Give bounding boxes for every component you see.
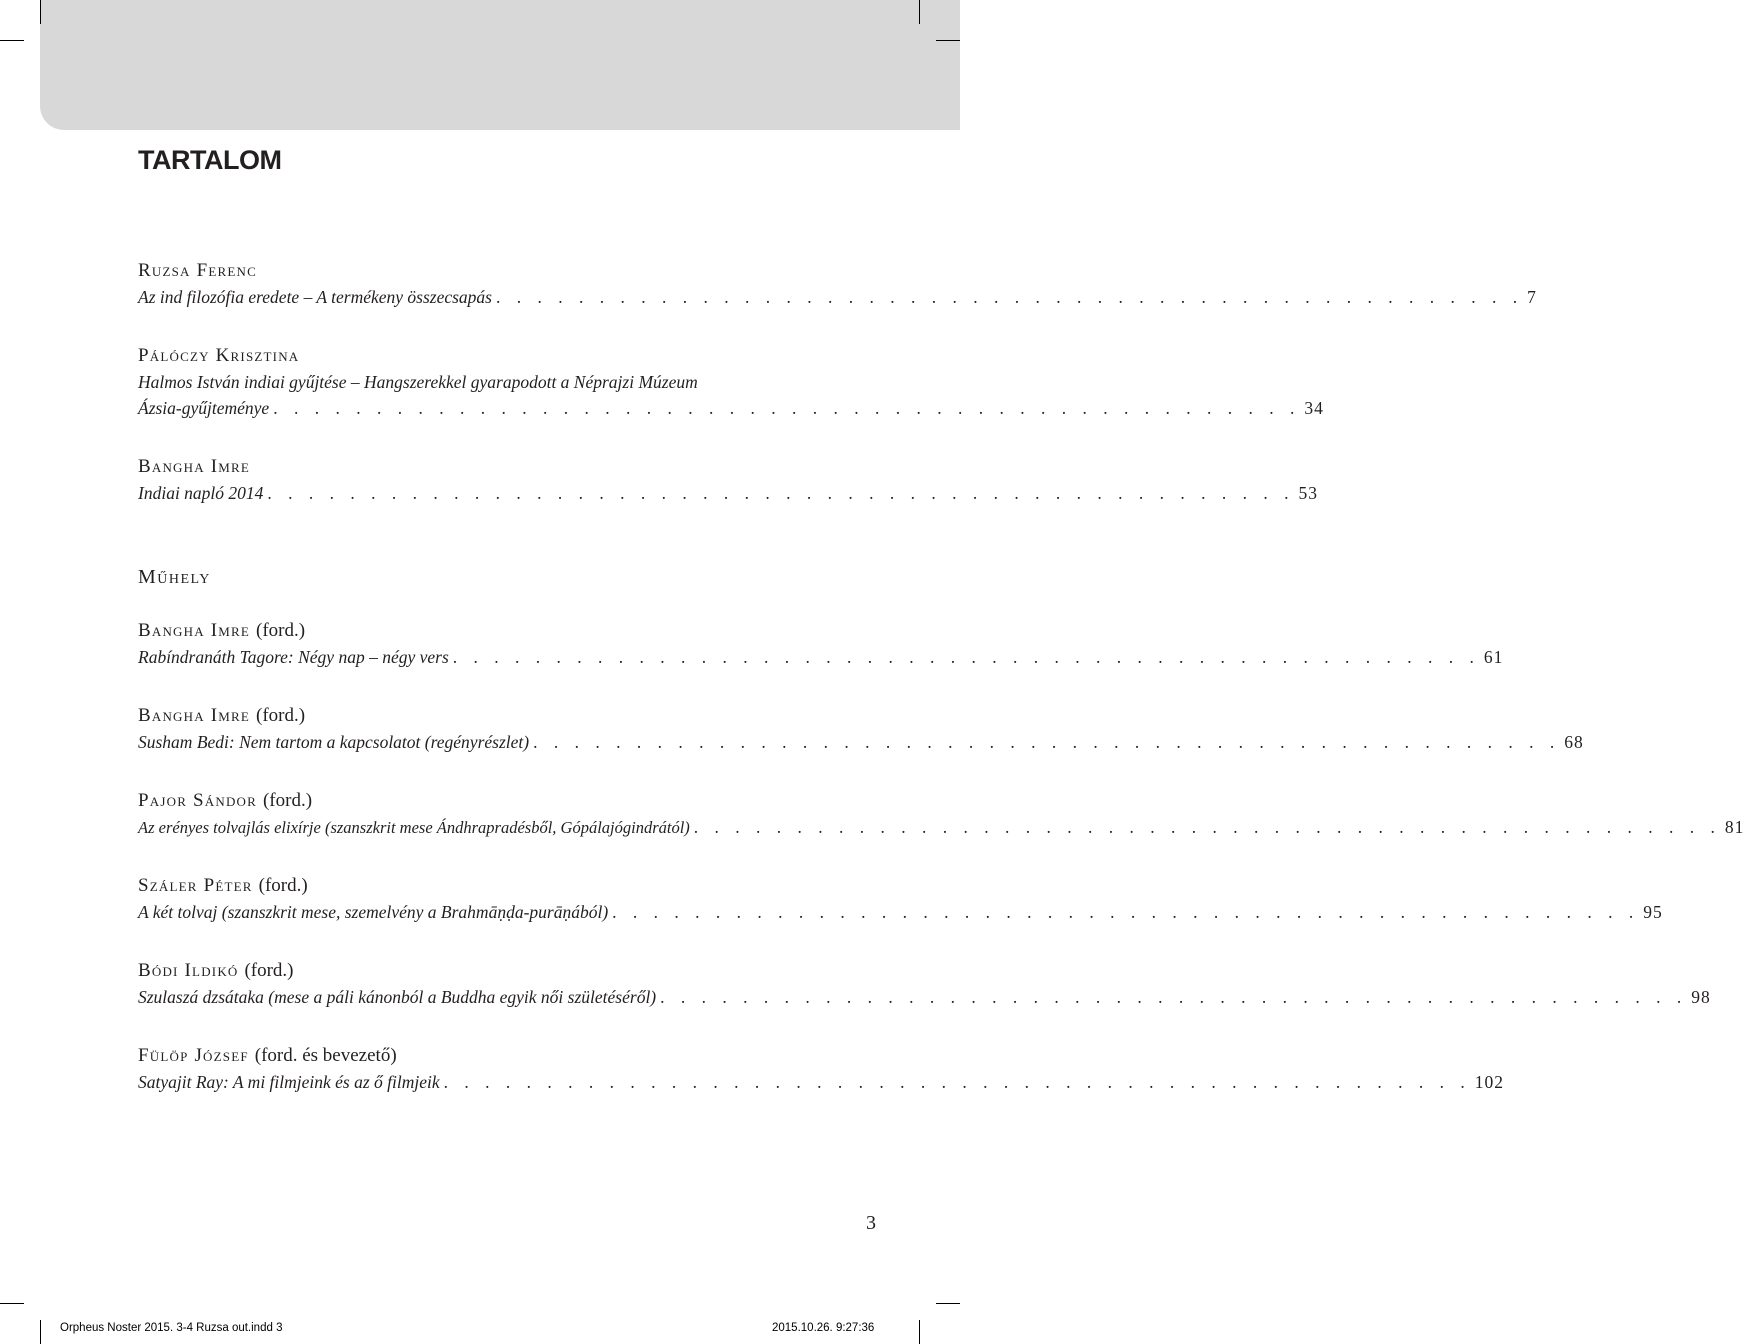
entry-author: Ruzsa Ferenc <box>138 260 257 281</box>
entry-title: Ázsia-gyűjteménye <box>138 398 270 418</box>
entry-title: Szulaszá dzsátaka (mese a páli kánonból a Buddha egyik női születéséről) <box>138 987 657 1007</box>
entry-page: 95 <box>1643 902 1663 922</box>
entry-title-line[interactable] <box>138 284 1537 310</box>
page-number: 3 <box>866 1212 876 1234</box>
slug-right: 2015.10.26. 9:27:36 <box>772 1322 875 1334</box>
leader-dots: . . . . . . . . . . . . . . . . . . . . . . . . . . . . . . . . . . . . . . . . . . . . . . . . . . <box>693 817 1721 837</box>
leader-dots: . . . . . . . . . . . . . . . . . . . . . . . . . . . . . . . . . . . . . . . . . . . . . . . . . . <box>452 647 1480 667</box>
entry-page: 98 <box>1691 987 1711 1007</box>
toc-entry <box>138 703 1584 755</box>
entry-page: 34 <box>1304 398 1324 418</box>
crop-mark <box>0 40 24 41</box>
entry-title-line[interactable] <box>138 1069 1505 1095</box>
leader-dots: . . . . . . . . . . . . . . . . . . . . . . . . . . . . . . . . . . . . . . . . . . . . . . . . . . <box>533 732 1561 752</box>
entry-author: Száler Péter (ford.) <box>138 875 308 896</box>
crop-mark <box>40 1320 41 1344</box>
entry-author: Pajor Sándor (ford.) <box>138 790 313 811</box>
entry-title-line[interactable] <box>138 729 1584 755</box>
entry-title-line[interactable] <box>138 899 1663 925</box>
entry-author: Bangha Imre (ford.) <box>138 620 306 641</box>
entry-page: 68 <box>1564 732 1584 752</box>
leader-dots: . . . . . . . . . . . . . . . . . . . . . . . . . . . . . . . . . . . . . . . . . . . . . . . . . . <box>612 902 1640 922</box>
entry-title-line[interactable] <box>138 480 1319 506</box>
entry-author: Fülöp József (ford. és bevezető) <box>138 1045 397 1066</box>
entry-page: 81 <box>1724 817 1744 837</box>
entry-title: Az erényes tolvajlás elixírje (szanszkrit mese Ándhrapradésből, Gópálajógindrától) <box>138 818 690 837</box>
entry-page: 53 <box>1298 483 1319 503</box>
entry-author: Bangha Imre (ford.) <box>138 705 306 726</box>
entry-page: 102 <box>1474 1072 1505 1092</box>
crop-mark <box>0 1303 24 1304</box>
entry-title: Rabíndranáth Tagore: Négy nap – négy vers <box>138 647 449 667</box>
toc-entry <box>138 343 1324 421</box>
entry-title-line[interactable] <box>138 814 1744 840</box>
toc-entry <box>138 958 1711 1010</box>
toc-entry <box>138 258 1537 310</box>
slug-left: Orpheus Noster 2015. 3-4 Ruzsa out.indd 3 <box>60 1322 283 1334</box>
leader-dots: . . . . . . . . . . . . . . . . . . . . . . . . . . . . . . . . . . . . . . . . . . . . . . . . . . <box>496 287 1524 307</box>
toc-entry <box>138 1043 1505 1095</box>
toc-entry <box>138 788 1744 840</box>
entry-page: 61 <box>1483 647 1504 667</box>
leader-dots: . . . . . . . . . . . . . . . . . . . . . . . . . . . . . . . . . . . . . . . . . . . . . . . . . . <box>267 483 1295 503</box>
leader-dots: . . . . . . . . . . . . . . . . . . . . . . . . . . . . . . . . . . . . . . . . . . . . . . . . . . <box>273 398 1301 418</box>
entry-title-line[interactable] <box>138 395 1324 421</box>
entry-author: Pálóczy Krisztina <box>138 345 300 366</box>
entry-title-line[interactable] <box>138 644 1504 670</box>
entry-title: Az ind filozófia eredete – A termékeny összecsapás <box>138 287 492 307</box>
crop-mark <box>919 0 920 24</box>
entry-title: Satyajit Ray: A mi filmjeink és az ő filmjeik <box>138 1072 440 1092</box>
entry-title-line[interactable] <box>138 984 1711 1010</box>
page-title: TARTALOM <box>138 145 282 175</box>
entry-title-part: Halmos István indiai gyűjtése – Hangszerekkel gyarapodott a Néprajzi Múzeum <box>138 372 698 392</box>
crop-mark <box>936 1303 960 1304</box>
entry-title: Indiai napló 2014 <box>138 483 264 503</box>
crop-mark <box>936 40 960 41</box>
toc-entry <box>138 618 1504 670</box>
entry-author: Bódi Ildikó (ford.) <box>138 960 294 981</box>
entry-page: 7 <box>1527 287 1537 307</box>
header-band <box>40 0 960 130</box>
section-title: Műhely <box>138 566 211 588</box>
toc-entry <box>138 873 1663 925</box>
crop-mark <box>40 0 41 24</box>
leader-dots: . . . . . . . . . . . . . . . . . . . . . . . . . . . . . . . . . . . . . . . . . . . . . . . . . . <box>660 987 1688 1007</box>
entry-title: A két tolvaj (szanszkrit mese, szemelvény a Brahmāṇḍa-purāṇából) <box>138 902 609 922</box>
entry-author: Bangha Imre <box>138 456 251 477</box>
toc-entry <box>138 454 1319 506</box>
table-of-contents <box>138 258 1744 1095</box>
leader-dots: . . . . . . . . . . . . . . . . . . . . . . . . . . . . . . . . . . . . . . . . . . . . . . . . . . <box>443 1072 1471 1092</box>
entry-title: Susham Bedi: Nem tartom a kapcsolatot (regényrészlet) <box>138 732 530 752</box>
crop-mark <box>919 1320 920 1344</box>
